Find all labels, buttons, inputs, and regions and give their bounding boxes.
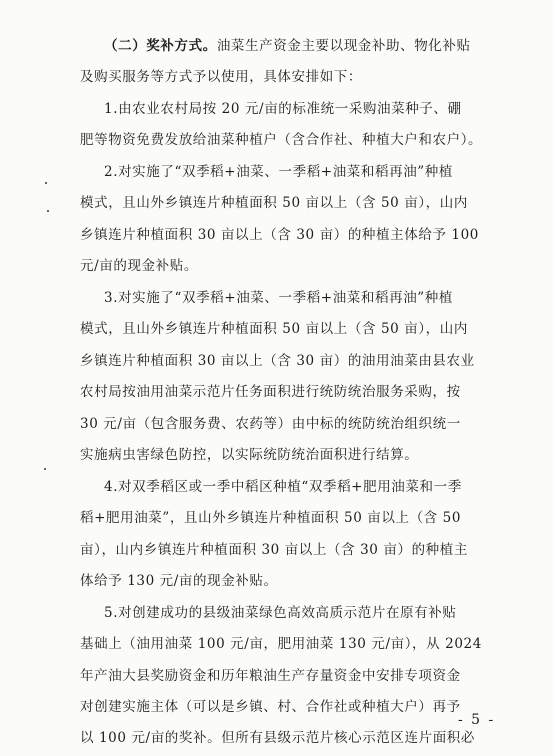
- scan-speck: [45, 182, 47, 184]
- item5-line-4: 对创建实施主体（可以是乡镇、村、合作社或种植大户）再予: [80, 699, 461, 715]
- item3-line-2: 模式，且山外乡镇连片种植面积 50 亩以上（含 50 亩），山内: [80, 321, 468, 337]
- page-number: - 5 -: [458, 712, 496, 728]
- item3-line-6: 实施病虫害绿色防控，以实际统防统治面积进行结算。: [80, 447, 419, 463]
- item5-line-5: 以 100 元/亩的奖补。但所有县级示范片核心示范区连片面积必: [80, 730, 475, 746]
- item2-line-1: 2.对实施了“双季稻+油菜、一季稻+油菜和稻再油”种植: [104, 164, 454, 180]
- item4-line-4: 体给予 130 元/亩的现金补贴。: [80, 573, 278, 589]
- item4-line-1: 4.对双季稻区或一季中稻区种植“双季稻+肥用油菜和一季: [104, 479, 462, 495]
- item3-line-1: 3.对实施了“双季稻+油菜、一季稻+油菜和稻再油”种植: [104, 290, 454, 306]
- scan-speck: [44, 468, 46, 470]
- item5-line-2: 基础上（油用油菜 100 元/亩，肥用油菜 130 元/亩），从 2024: [80, 636, 482, 652]
- intro-text: 油菜生产资金主要以现金补助、物化补贴: [216, 38, 471, 54]
- item1-line-2: 肥等物资免费发放给油菜种植户（含合作社、种植大户和农户）。: [80, 132, 483, 148]
- item3-line-3: 乡镇连片种植面积 30 亩以上（含 30 亩）的油用油菜由县农业: [80, 353, 475, 369]
- item2-line-4: 元/亩的现金补贴。: [80, 258, 198, 274]
- item5-line-1: 5.对创建成功的县级油菜绿色高效高质示范片在原有补贴: [104, 605, 457, 621]
- item4-line-3: 亩），山内乡镇连片种植面积 30 亩以上（含 30 亩）的种植主: [80, 542, 468, 558]
- intro-line-1: [104, 37, 471, 55]
- section-heading: （二）奖补方式。: [104, 38, 217, 54]
- item1-line-1: 1.由农业农村局按 20 元/亩的标准统一采购油菜种子、硼: [104, 101, 462, 117]
- item2-line-2: 模式，且山外乡镇连片种植面积 50 亩以上（含 50 亩），山内: [80, 195, 468, 211]
- item5-line-3: 年产油大县奖励资金和历年粮油生产存量资金中安排专项资金: [80, 668, 461, 684]
- item4-line-2: 稻+肥用油菜”，且山外乡镇连片种植面积 50 亩以上（含 50: [80, 510, 462, 526]
- scan-speck: [47, 210, 49, 212]
- intro-line-2: 及购买服务等方式予以使用，具体安排如下：: [80, 69, 362, 85]
- item3-line-4: 农村局按油用油菜示范片任务面积进行统防统治服务采购，按: [80, 384, 461, 400]
- item3-line-5: 30 元/亩（包含服务费、农药等）由中标的统防统治组织统一: [80, 416, 461, 432]
- item2-line-3: 乡镇连片种植面积 30 亩以上（含 30 亩）的种植主体给予 100: [80, 227, 479, 243]
